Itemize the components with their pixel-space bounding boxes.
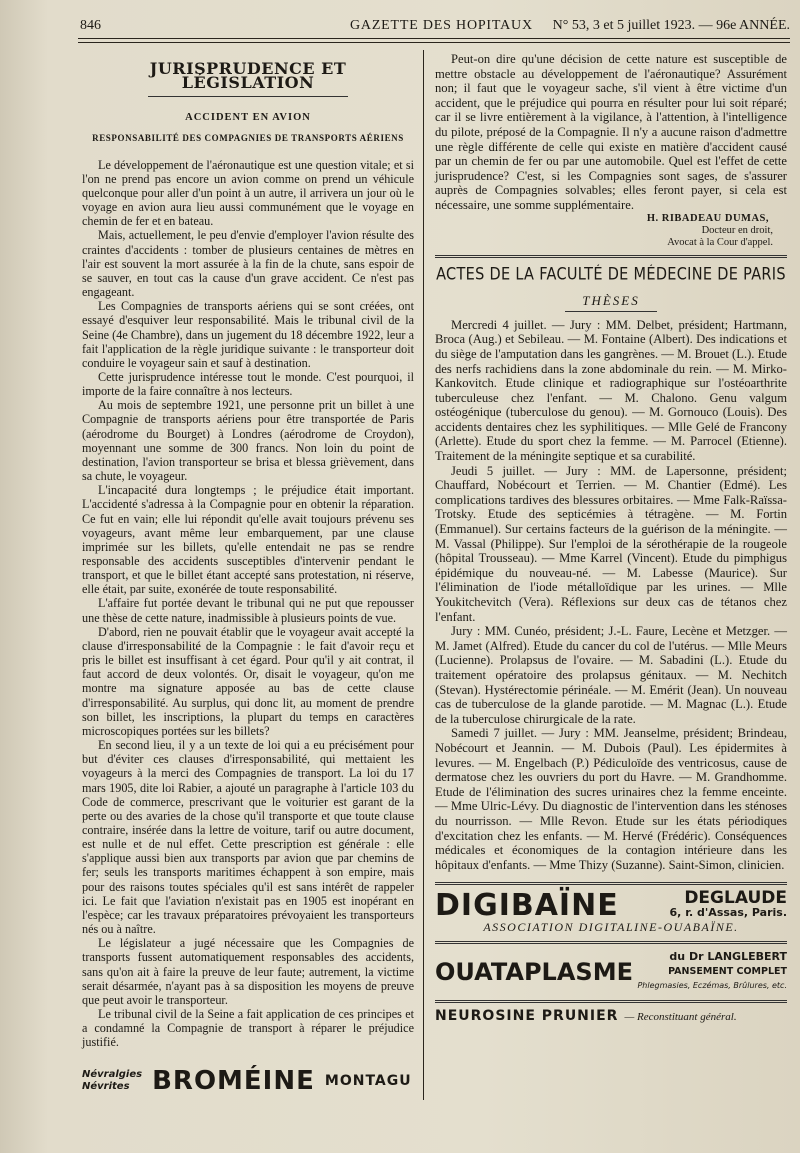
author-signature [435,213,773,249]
faculty-title: ACTES DE LA FACULTÉ DE MÉDECINE DE PARIS [436,265,786,284]
digibaine-tagline: ASSOCIATION DIGITALINE-OUABAÏNE. [483,920,739,935]
article-heading: ACCIDENT EN AVION [185,112,311,124]
article-subheading: RESPONSABILITÉ DES COMPAGNIES DE TRANSPORTS AÉRIENS [92,133,404,144]
bromeine-maker: MONTAGU [324,1073,412,1089]
digibaine-address: 6, r. d'Assas, Paris. [669,905,787,919]
bromeine-ad [82,1064,414,1098]
bromeine-indications [82,1069,142,1093]
theses-entry: Jeudi 5 juillet. — Jury : MM. de Lapersonne, président; Chauffard, Nobécourt et Terrien. — M. Chantier (Edmé). Les complications tardives des blessures orbitaires. — Mme Falk-Raïssa-Trotsky. Etude des septicémies à tétragène. — M. Fortin (Emmanuel). Sur certains facteurs de la guérison de la méningite. — M. Vassal (Philippe). Sur l'emploi de la sérothérapie de la rougeole (hôpital Trousseau). — Mme Karrel (Vincent). Etude du pimphigus épidémique du nouveau-né. — M. Labesse (Maurice). Sur l'élimination de l'iode métalloïdique par les urines. — Mlle Youkitchevitch (Vera). Réflexions sur deux cas de tétanos chez l'enfant. [435,463,787,624]
neurosine-tagline: — Reconstituant général. [624,1010,737,1023]
bromeine-indication-1: Névralgies [82,1069,143,1080]
section-separator [435,255,787,258]
column-divider [423,50,424,1100]
author-title: Docteur en droit, [701,224,773,236]
left-column [82,52,414,1049]
ouataplasme-maker: du Dr LANGLEBERT [669,950,787,964]
author-name: H. RIBADEAU DUMAS, [646,212,769,224]
issue-info: N° 53, 3 et 5 juillet 1923. — 96e ANNÉE. [552,18,790,33]
article-paragraph: Mais, actuellement, le peu d'envie d'employer l'avion résulte des craintes d'accidents : tomber de plusieurs centaines de mètres en l'air est souvent la mort assurée à la fin de la chute, sans espoir de se sauver, en tout cas la cause d'un grave accident. Ce n'est pas engageant. [82,228,414,300]
article-paragraph: L'affaire fut portée devant le tribunal qui ne put que repousser une thèse de cette nature, inadmissible à plusieurs points de vue. [82,596,414,625]
article-paragraph: Peut-on dire qu'une décision de cette nature est susceptible de mettre obstacle au développement de l'aéronautique? Assurément non; il faut que le voyageur sache, s'il vient à être victime d'un accident, que le préjudice qui pourra en résulter pour lui soit réparé; car il se livre entièrement à la vigilance, à l'attention, à l'intelligence du pilote, préposé de la Compagnie. Il n'y a aucune raison d'admettre une règle différente de celle qui existe en matière d'accident causé par un chemin de fer ou par une automobile. Quel est l'effet de cette jurisprudence? C'est, si les Compagnies sont sages, de s'assurer auprès de Compagnies solvables; elles feront payer, si cela est nécessaire, une somme supplémentaire. [435,52,787,212]
neurosine-ad [435,1009,787,1025]
article-paragraph: Le tribunal civil de la Seine a fait application de ces principes et a condamné la Compagnie de transport à réparer le préjudice justifié. [82,1007,414,1050]
ad-separator [435,941,787,944]
article-paragraph: Cette jurisprudence intéresse tout le monde. C'est pourquoi, il importe de la faire connaître à nos lecteurs. [82,369,414,399]
article-paragraph: Les Compagnies de transports aériens qui se sont créées, ont essayé d'esquiver leur responsabilité. Mais le tribunal civil de la Seine (4e Chambre), dans un jugement du 18 décembre 1922, leur a fait l'application de la règle juridique suivante : le transporteur doit conduire le voyageur sain et sauf à destination. [82,299,414,370]
theses-entry: Samedi 7 juillet. — Jury : MM. Jeanselme, président; Brindeau, Nobécourt et Jeannin. — M. Dubois (Paul). Les épidermites à levures. — M. Engelbach (P.) Pédiculoïde des ventricosus, cause de dermatose chez les ouvriers du port du Havre. — M. Grandhomme. Etude de l'élimination des sucres urinaires chez la femme enceinte. — Mme Ulric-Lévy. Du diagnostic de l'intervention dans les sténoses du nourrisson. — Mlle Revon. Etude sur les états périodiques d'excitation chez les enfants. — M. Hervé (Frédéric). Conséquences médicales et économiques de la contagion intérieure dans les hôpitaux d'enfants. — Mme Thizy (Suzanne). Saint-Simon, clinicien. [435,726,787,872]
article-paragraph: Au mois de septembre 1921, une personne prit un billet à une Compagnie de transports aériens pour être transportée de Paris (aérodrome du Bourget) à Londres (aérodrome de Croydon), moyennant une somme de 300 francs. Non loin du point de destination, l'avion transporteur se brisa et blessa grièvement, dans sa chute, le voyageur. [82,398,414,484]
neurosine-name: NEUROSINE PRUNIER [435,1007,619,1024]
digibaine-ad [435,887,787,923]
ouataplasme-line3: Phlegmasies, Eczémas, Brûlures, etc. [637,981,787,991]
article-paragraph: D'abord, rien ne pouvait établir que le voyageur avait accepté la clause d'irresponsabilité de la Compagnie : le fait d'avoir reçu et pris le billet est insuffisant à cet égard. Pour qu'il y ait contrat, il faut accord de deux volontés. Or, disait le voyageur, qu'on me montre ma signature apposée au bas de cette clause d'irresponsabilité. Au surplus, qui donc lit, au moment de prendre son billet, les inscriptions, la plupart du temps en caractères microscopiques portées sur les billets? [82,624,414,738]
article-paragraph: Le législateur a jugé nécessaire que les Compagnies de transports fussent automatiquement responsables des accidents, sans qu'on ait à faire la preuve de leur faute; autrement, la victime serait désarmée, n'ayant pas à sa disposition les moyens de preuve que peut avoir le transporteur. [82,936,414,1007]
theses-entry: Jury : MM. Cunéo, président; J.-L. Faure, Lecène et Metzger. — M. Jamet (Alfred). Etude du cancer du col de l'utérus. — Mlle Meurs (Lucienne). Prolapsus de l'ovaire. — M. Sabadini (L.). Etude du traitement opératoire des prolapsus génitaux. — M. Nechitch (Stevan). Hystérectomie périnéale. — M. Emérit (Jean). Un nouveau cas de tuberculose de la glande parotide. — M. Magnac (L.). Etude de la tuberculose chirurgicale de la rate. [435,624,787,726]
right-column [435,52,787,1024]
ouataplasme-maker-block [637,950,787,994]
theses-title: THÈSES [582,293,640,309]
theses-entry: Mercredi 4 juillet. — Jury : MM. Delbet, président; Hartmann, Broca (Aug.) et Sebileau. — M. Fontaine (Albert). Des indications et du siège de l'amputation dans les gangrènes. — M. Brouet (L.). Etude des nerfs rachidiens dans la zone abdominale du rein. — M. Mirko-Kankovitch. Etude clinique et radiographique sur l'ostéoarthrite tuberculeuse chez l'enfant. — M. Chalono. Genu valgum ostéogénique (tuberculose du genou). — M. Gornouco (Louis). Des accidents dentaires chez les syphilitiques. — Mlle Gelé de Francony (Arlette). Etude du sport chez la femme. — M. Parrocel (Etienne). Traitement de la méningite septique et sa curabilité. [435,317,787,464]
author-title: Avocat à la Cour d'appel. [667,236,773,248]
article-paragraph: En second lieu, il y a un texte de loi qui a eu précisément pour but d'éviter ces clauses d'irresponsabilité, qui mettaient les voyageurs à la merci des Compagnies de transport. La loi du 17 mars 1905, dite loi Rabier, a ajouté un paragraphe à l'article 103 du Code de commerce, prescrivant que le voiturier est garant de la perte ou des avaries de la chose qu'il transporte et que toute clause contraire, insérée dans la lettre de voiture, tarif ou autre document, est nulle et de nul effet. Cette prescription est générale : elle s'applique aussi bien aux transports par avion que par chemins de fer; seuls les transports maritimes échappent à son empire, mais pour des raisons toutes spéciales qu'il est sans intérêt de rappeler ici. Le fait que l'aviation n'existait pas en 1905 est inopérant en l'espèce; car les travaux préparatoires prévoyaient les transporteurs nés ou à naître. [82,738,414,937]
theses-rule [565,311,657,312]
bromeine-name: BROMÉINE [152,1066,315,1096]
article-paragraph: Le développement de l'aéronautique est une question vitale; et si l'on ne prend pas encore un avion comme on prend un véhicule quelconque pour aller d'un point à un autre, il arrivera un jour où le voyage en avion aura lieu aussi communément que le voyage en chemin de fer et en bateau. [82,157,414,229]
ad-separator [435,1000,787,1003]
page-number: 846 [80,18,101,33]
article-paragraph: L'incapacité dura longtemps ; le préjudice était important. L'accidenté s'adressa à la Compagnie pour en obtenir la réparation. Ce fut en vain; elle lui répondit qu'elle avait toujours prévenu ses voyageurs, avant même leur embarquement, par une clause imprimée sur les billets, qu'elle entendait ne pas se rendre responsable des accidents susceptibles d'intervenir pendant le transport, et que le billet étant accepté sans protestation, ni réserve, elle était, par suite, exonérée de toute responsabilité. [82,483,414,597]
journal-title: GAZETTE DES HOPITAUX [350,18,533,33]
digibaine-maker-block [669,888,787,920]
page-header [78,18,790,40]
ouataplasme-line2: PANSEMENT COMPLET [668,965,787,977]
ouataplasme-ad [435,950,787,994]
bromeine-indication-2: Névrites [82,1081,130,1092]
digibaine-name: DIGIBAÏNE [435,887,619,923]
header-rule-2 [78,42,790,43]
section-title: JURISPRUDENCE ET LÉGISLATION [149,59,347,93]
header-rule [78,38,790,39]
ouataplasme-name: OUATAPLASME [435,957,633,986]
title-rule [148,96,347,97]
digibaine-maker: DEGLAUDE [684,888,787,909]
ad-separator [435,882,787,885]
